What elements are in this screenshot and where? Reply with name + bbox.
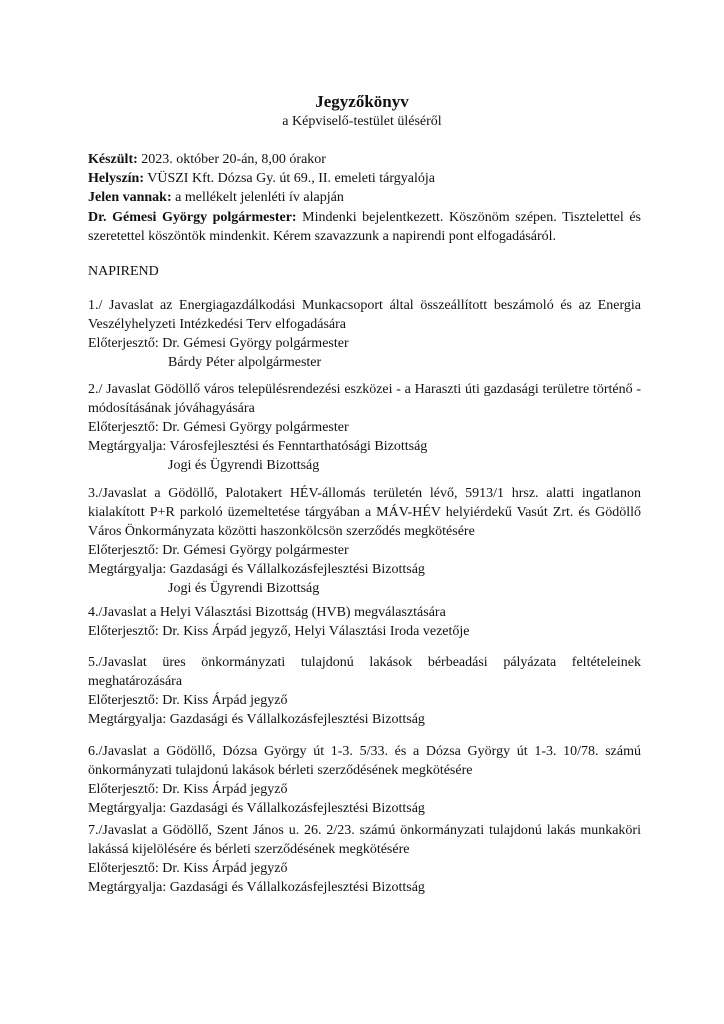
agenda-heading: NAPIREND: [88, 264, 159, 279]
agenda-item-committee-secondary: Jogi és Ügyrendi Bizottság: [168, 458, 320, 473]
agenda-item-title: 3./Javaslat a Gödöllő, Palotakert HÉV-állomás területén lévő, 5913/1 hrsz. alatti ingatlanon kialakított P+R parkoló üzemeltetése tárgyában a MÁV-HÉV helyiérdekű Vasút Zrt. és Gödöllő Város Önkormányzata közötti haszonkölcsön szerződés megkötésére: [88, 486, 641, 539]
agenda-item-presenter: Előterjesztő: Dr. Gémesi György polgármester: [88, 543, 349, 558]
agenda-item-title: 4./Javaslat a Helyi Választási Bizottság (HVB) megválasztására: [88, 605, 446, 620]
agenda-item: [88, 380, 641, 475]
meeting-location-row: [88, 169, 641, 188]
meeting-location-value: VÜSZI Kft. Dózsa Gy. út 69., II. emeleti tárgyalója: [147, 171, 435, 186]
attendees-value: a mellékelt jelenléti ív alapján: [175, 190, 344, 205]
agenda-item-committee: Megtárgyalja: Gazdasági és Vállalkozásfejlesztési Bizottság: [88, 880, 425, 895]
agenda-item-title: 2./ Javaslat Gödöllő város településrendezési eszközei - a Haraszti úti gazdasági területre történő - módosításának jóváhagyására: [88, 382, 641, 416]
speaker-name: Dr. Gémesi György polgármester:: [88, 210, 297, 225]
agenda-item: [88, 603, 641, 641]
meeting-time-value: 2023. október 20-án, 8,00 órakor: [141, 152, 326, 167]
agenda-item-presenter: Előterjesztő: Dr. Gémesi György polgármester: [88, 420, 349, 435]
agenda-item-committee: Megtárgyalja: Gazdasági és Vállalkozásfejlesztési Bizottság: [88, 712, 425, 727]
meeting-time-row: [88, 150, 641, 169]
statement-text: Mindenki bejelentkezett. Köszönöm szépen. Tisztelettel és szeretettel köszöntök mindenkit. Kérem szavazzunk a napirendi pont elfogadásáról.: [88, 210, 641, 244]
agenda-item-title: 5./Javaslat üres önkormányzati tulajdonú lakások bérbeadási pályázata feltételeinek meghatározására: [88, 655, 641, 689]
meeting-details: [88, 150, 641, 207]
agenda-item-presenter: Előterjesztő: Dr. Gémesi György polgármester: [88, 336, 349, 351]
agenda-item: [88, 296, 641, 372]
opening-statement: [88, 208, 641, 246]
agenda-item-presenter: Előterjesztő: Dr. Kiss Árpád jegyző: [88, 693, 288, 708]
agenda-item: [88, 653, 641, 729]
agenda-item-title: 1./ Javaslat az Energiagazdálkodási Munkacsoport által összeállított beszámoló és az Energia Veszélyhelyzeti Intézkedési Terv elfogadására: [88, 298, 641, 332]
meeting-location-label: Helyszín:: [88, 171, 144, 186]
agenda-item-title: 7./Javaslat a Gödöllő, Szent János u. 26. 2/23. számú önkormányzati tulajdonú lakás munkaköri lakássá kijelölésére és bérleti szerződésének megkötésére: [88, 823, 641, 857]
agenda-item-presenter-secondary: Bárdy Péter alpolgármester: [168, 355, 322, 370]
document-title: Jegyzőkönyv: [315, 92, 409, 111]
attendees-label: Jelen vannak:: [88, 190, 172, 205]
agenda-item-title: 6./Javaslat a Gödöllő, Dózsa György út 1-3. 5/33. és a Dózsa György út 1-3. 10/78. számú önkormányzati tulajdonú lakások bérleti szerződésének megkötésére: [88, 744, 641, 778]
agenda-item-presenter: Előterjesztő: Dr. Kiss Árpád jegyző, Helyi Választási Iroda vezetője: [88, 624, 470, 639]
agenda-item: [88, 742, 641, 818]
agenda-item: [88, 821, 641, 897]
agenda-item-committee-secondary: Jogi és Ügyrendi Bizottság: [168, 581, 320, 596]
agenda-item-presenter: Előterjesztő: Dr. Kiss Árpád jegyző: [88, 782, 288, 797]
agenda-item-presenter: Előterjesztő: Dr. Kiss Árpád jegyző: [88, 861, 288, 876]
meeting-time-label: Készült:: [88, 152, 138, 167]
agenda-item-committee: Megtárgyalja: Gazdasági és Vállalkozásfejlesztési Bizottság: [88, 801, 425, 816]
agenda-item: [88, 484, 641, 598]
agenda-item-committee: Megtárgyalja: Városfejlesztési és Fenntarthatósági Bizottság: [88, 439, 428, 454]
agenda-item-committee: Megtárgyalja: Gazdasági és Vállalkozásfejlesztési Bizottság: [88, 562, 425, 577]
attendees-row: [88, 188, 641, 207]
document-subtitle: a Képviselő-testület üléséről: [282, 114, 442, 129]
